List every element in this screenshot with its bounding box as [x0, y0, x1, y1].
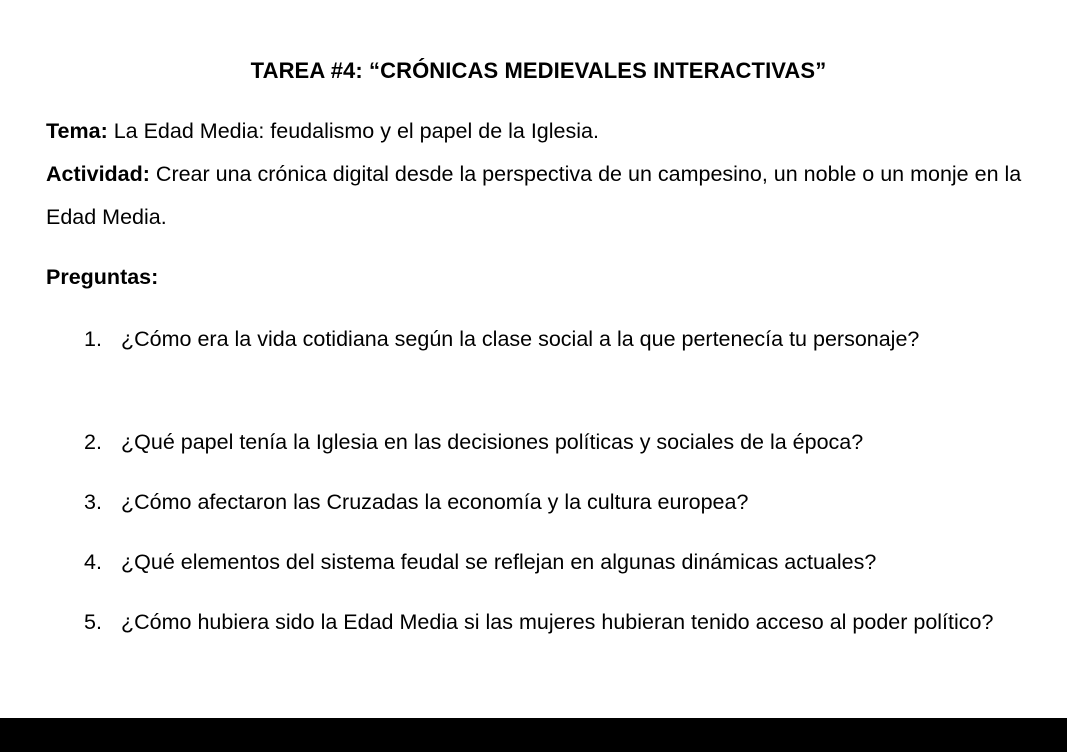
- list-item-text: ¿Qué papel tenía la Iglesia en las decisiones políticas y sociales de la época?: [121, 430, 864, 454]
- preguntas-heading: Preguntas:: [46, 265, 159, 289]
- list-item-text: ¿Cómo hubiera sido la Edad Media si las mujeres hubieran tenido acceso al poder político?: [121, 610, 994, 634]
- tema-paragraph: [46, 110, 1031, 153]
- tema-label: Tema:: [46, 119, 108, 143]
- list-item-text: ¿Cómo era la vida cotidiana según la clase social a la que pertenecía tu personaje?: [121, 327, 920, 351]
- actividad-paragraph: [46, 153, 1031, 239]
- list-item-text: ¿Qué elementos del sistema feudal se reflejan en algunas dinámicas actuales?: [121, 550, 877, 574]
- actividad-label: Actividad:: [46, 162, 150, 186]
- list-item-number: 2.: [84, 430, 102, 454]
- list-item-number: 1.: [84, 327, 102, 351]
- tema-text: La Edad Media: feudalismo y el papel de la Iglesia.: [107, 119, 599, 143]
- list-item-text: ¿Cómo afectaron las Cruzadas la economía y la cultura europea?: [121, 490, 749, 514]
- actividad-text: Crear una crónica digital desde la perspectiva de un campesino, un noble o un monje en la Edad Media.: [46, 162, 1022, 229]
- bottom-black-bar: [0, 718, 1067, 752]
- list-item-number: 5.: [84, 610, 102, 634]
- document-title: TAREA #4: “CRÓNICAS MEDIEVALES INTERACTIVAS”: [250, 58, 827, 83]
- list-item-number: 3.: [84, 490, 102, 514]
- list-item-number: 4.: [84, 550, 102, 574]
